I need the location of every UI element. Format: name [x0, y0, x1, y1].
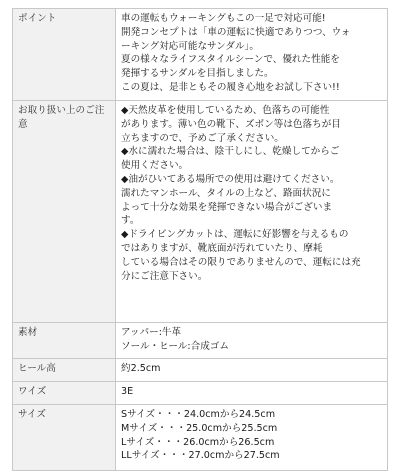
care-line: ◆油がひいてある場所での使用は避けてください。 — [121, 173, 340, 185]
care-line: ◆天然皮革を使用しているため、色落ちの可能性 — [121, 105, 330, 116]
size-line: Lサイズ・・・26.0cmから26.5cm — [121, 436, 275, 448]
material-line: アッパー:牛革 — [121, 327, 182, 338]
spec-label-care: お取り扱い上のご注意 — [13, 101, 116, 323]
care-line: す。 — [121, 215, 140, 227]
care-line: ◆水に濡れた場合は、陰干しにし、乾燥してからご — [121, 146, 340, 158]
spec-value-point — [116, 9, 388, 101]
spec-label-point: ポイント — [13, 9, 116, 101]
care-line: 立ちますので、予めご了承ください。 — [121, 132, 284, 144]
spec-label-size: サイズ — [13, 405, 116, 471]
care-line: 濡れたマンホール、タイルの上など、路面状況に — [121, 187, 331, 199]
care-line: 分にご注意下さい。 — [121, 270, 208, 282]
spec-label-width: ワイズ — [13, 382, 116, 405]
spec-row-point — [13, 9, 388, 101]
spec-row-material — [13, 323, 388, 359]
care-line: よって十分な効果を発揮できない場合がございま — [121, 201, 333, 213]
spec-value-size — [116, 405, 388, 471]
size-line: Mサイズ・・・25.0cmから25.5cm — [121, 422, 278, 434]
size-line: LLサイズ・・・27.0cmから27.5cm — [121, 450, 280, 462]
point-line: 夏の様々なライフスタイルシーンで、優れた性能を — [121, 54, 340, 66]
point-line: ーキング対応可能なサンダル」。 — [121, 40, 259, 52]
spec-row-heel — [13, 359, 388, 382]
spec-row-care — [13, 101, 388, 323]
spec-label-material: 素材 — [13, 323, 116, 359]
size-line: Sサイズ・・・24.0cmから24.5cm — [121, 409, 276, 420]
care-line: 使用ください。 — [121, 160, 189, 172]
spec-value-care — [116, 101, 388, 323]
point-line: 車の運転もウォーキングもこの一足で対応可能! — [121, 13, 326, 24]
spec-row-width — [13, 382, 388, 405]
spec-label-heel: ヒール高 — [13, 359, 116, 382]
point-line: 発揮するサンダルを目指しました。 — [121, 68, 274, 80]
spec-value-width: 3E — [116, 382, 388, 405]
product-spec-table — [12, 8, 388, 471]
care-line: があります。薄い色の靴下、ズボン等は色落ちが目 — [121, 118, 341, 130]
spec-row-size — [13, 405, 388, 471]
point-line: 開発コンセプトは「車の運転に快適でありつつ、ウォ — [121, 26, 351, 38]
point-line: この夏は、是非ともその履き心地をお試し下さい!! — [121, 81, 340, 93]
care-line: ではありますが、靴底面が汚れていたり、摩耗 — [121, 242, 323, 254]
care-line: ◆ドライビングカットは、運転に好影響を与えるもの — [121, 229, 349, 241]
spec-value-heel: 約2.5cm — [116, 359, 388, 382]
care-line: している場合はその限りでありませんので、運転には充 — [121, 256, 361, 268]
material-line: ソール・ヒール:合成ゴム — [121, 340, 229, 352]
spec-value-material — [116, 323, 388, 359]
